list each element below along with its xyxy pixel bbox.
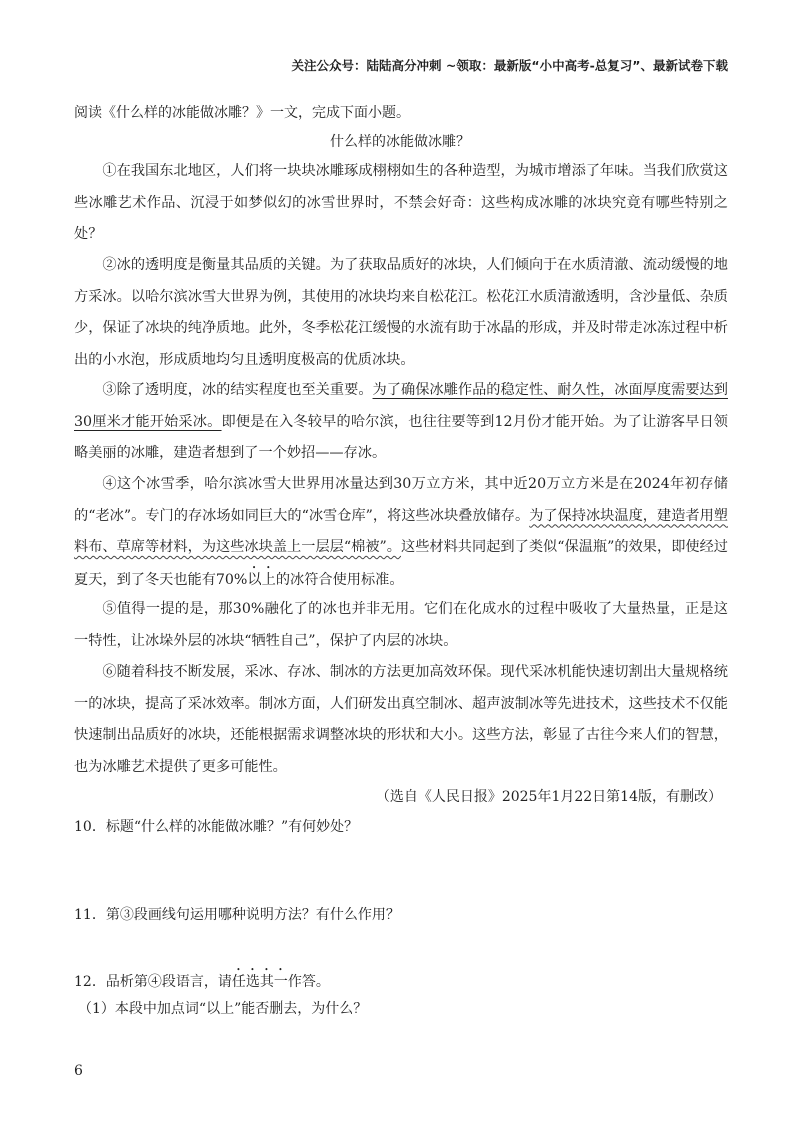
page-header-banner: 关注公众号：陆陆高分冲刺 ~领取：最新版“小中高考-总复习”、最新试卷下载	[291, 58, 728, 73]
question-11: 11．第③段画线句运用哪种说明方法？有什么作用？	[74, 907, 400, 923]
paragraph-3-underlined-sentence: 为了确保冰雕作品的稳定性、耐久性，冰面厚度需要达到30厘米才能开始采冰。	[74, 382, 728, 430]
page-number: 6	[74, 1063, 83, 1079]
paragraph-4-text-mid: 这些材料共同起到了类似“保温瓶”的效果，即使经过夏天，到了冬天也能有70%	[74, 539, 728, 588]
paragraph-4-text-end: 的冰符合使用标准。	[275, 571, 404, 588]
question-12	[74, 966, 330, 991]
paragraph-4	[74, 469, 728, 596]
paragraph-6: ⑥随着科技不断发展，采冰、存冰、制冰的方法更加高效环保。现代采冰机能快速切割出大量规格统一的冰块，提高了采冰效率。制冰方面，人们研发出真空制冰、超声波制冰等先进技术，这些技术不仅能快速制出品质好的冰块，还能根据需求调整冰块的形状和大小。这些方法，彰显了古往今来人们的智慧，也为冰雕艺术提供了更多可能性。	[74, 664, 728, 775]
paragraph-3-text-rest: 即便是在入冬较早的哈尔滨，也往往要等到12月份才能开始。为了让游客早日领略美丽的冰雕，建造者想到了一个妙招——存冰。	[74, 413, 728, 461]
paragraph-2: ②冰的透明度是衡量其品质的关键。为了获取品质好的冰块，人们倾向于在水质清澈、流动缓慢的地方采冰。以哈尔滨冰雪大世界为例，其使用的冰块均来自松花江。松花江水质清澈透明，含沙量低、杂质少，保证了冰块的纯净质地。此外，冬季松花江缓慢的水流有助于冰晶的形成，并及时带走冰冻过程中析出的小水泡，形成质地均匀且透明度极高的优质冰块。	[74, 257, 728, 368]
dotted-phrase-renxuanqiyi: 任选其一	[231, 974, 288, 990]
paragraph-3	[74, 375, 728, 470]
question-12-1: （1）本段中加点词“以上”能否删去，为什么？	[78, 1001, 368, 1017]
paragraph-1: ①在我国东北地区，人们将一块块冰雕琢成栩栩如生的各种造型，为城市增添了年味。当我们欣赏这些冰雕艺术作品、沉浸于如梦似幻的冰雪世界时，不禁会好奇：这些构成冰雕的冰块究竟有哪些特别之处？	[74, 163, 728, 242]
article-title: 什么样的冰能做冰雕？	[330, 134, 470, 150]
dotted-word-yishang: 以上	[247, 571, 276, 588]
paragraph-3-text: ③除了透明度，冰的结实程度也至关重要。	[102, 382, 373, 398]
article-source: （选自《人民日报》2025年1月22日第14版，有删改）	[375, 789, 722, 805]
reading-instruction: 阅读《什么样的冰能做冰雕？》一文，完成下面小题。	[74, 105, 410, 121]
question-12-text: 12．品析第④段语言，请	[74, 974, 232, 990]
paragraph-4-text: ④这个冰雪季，哈尔滨冰雪大世界用冰量达到30万立方米，其中近20万立方米是在2024年初存储的“老冰”。专门的存冰场如同巨大的“冰雪仓库”，将这些冰块叠放储存。	[74, 476, 728, 524]
paragraph-4-wavy-sentence: 为了保持冰块温度，建造者用塑料布、草席等材料，为这些冰块盖上一层层“棉被”。	[74, 507, 728, 555]
question-10: 10．标题“什么样的冰能做冰雕？”有何妙处？	[74, 819, 359, 835]
question-12-text-end: 作答。	[287, 974, 330, 990]
paragraph-5: ⑤值得一提的是，那30%融化了的冰也并非无用。它们在化成水的过程中吸收了大量热量，正是这一特性，让冰垛外层的冰块“牺牲自己”，保护了内层的冰块。	[74, 601, 728, 649]
